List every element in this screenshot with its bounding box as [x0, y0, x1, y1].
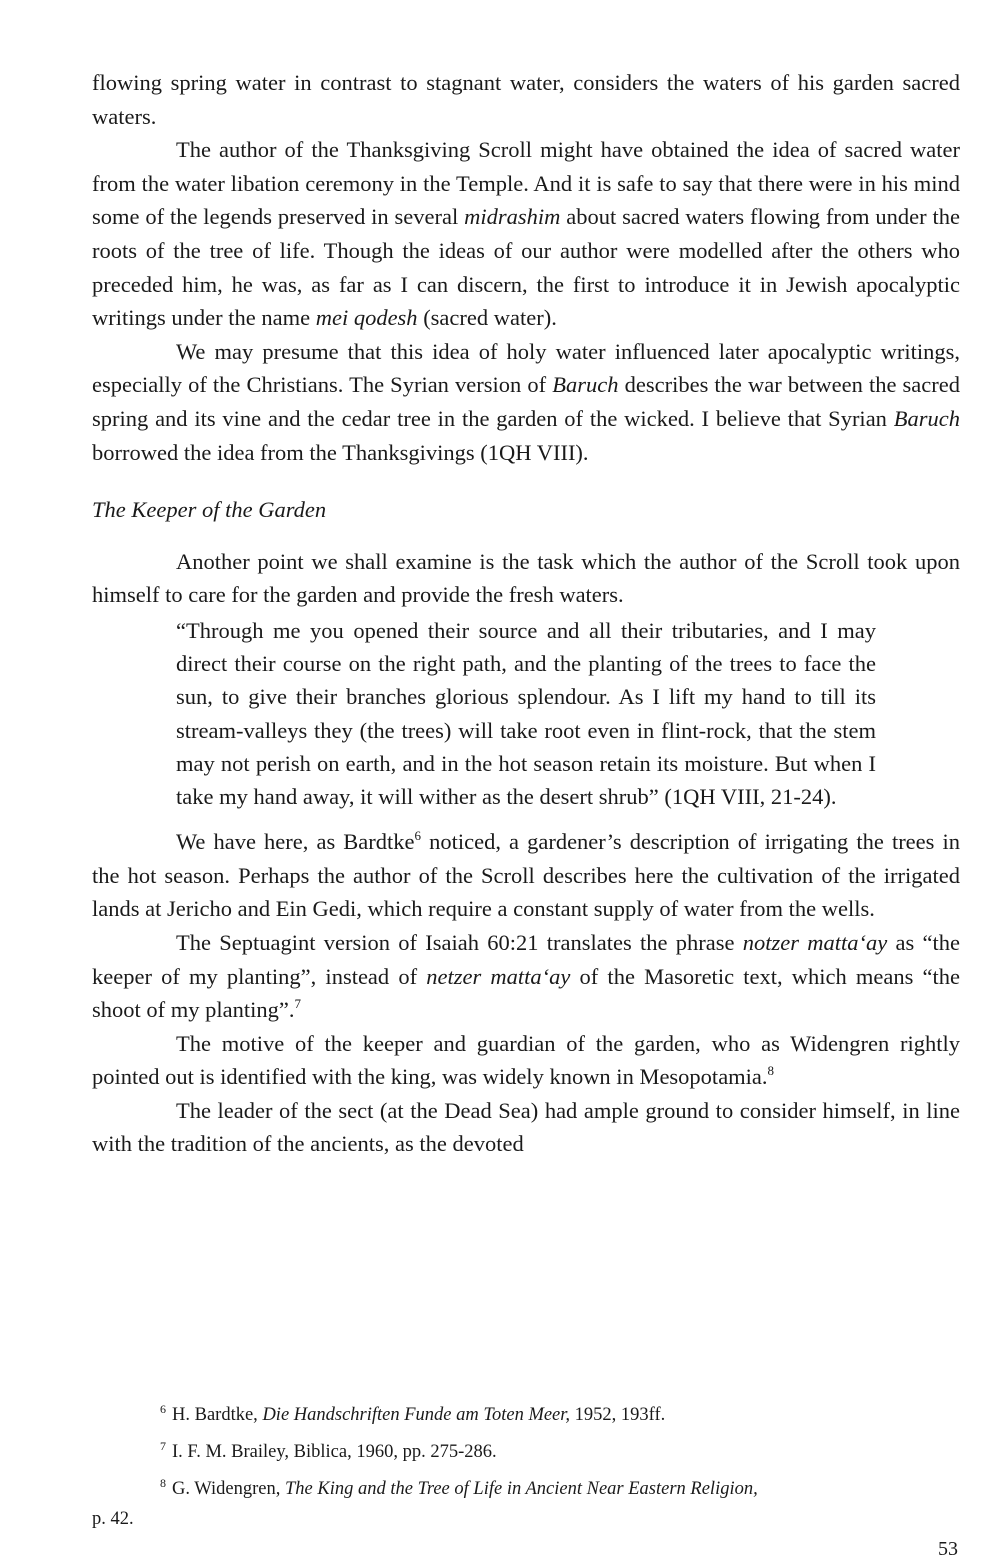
text-run: G. Widengren,	[172, 1479, 285, 1499]
italic-text: notzer matta‘ay	[742, 929, 888, 955]
page-body	[92, 66, 960, 1161]
text-run: flowing spring water in contrast to stagnant water, considers the waters of his garden sacred waters.	[92, 70, 960, 129]
text-run: Another point we shall examine is the task which the author of the Scroll took upon himself to care for the garden and provide the fresh waters.	[92, 548, 960, 608]
footnote-number: 7	[160, 1439, 166, 1453]
footnote-list	[92, 1394, 960, 1505]
footnote-number: 6	[160, 1402, 166, 1416]
text-run: The author of the Thanksgiving Scroll might have obtained the idea of sacred water from the water libation ceremony in the Temple. And it is safe to say that there were in his mind some of the legends preserved in several	[92, 137, 960, 230]
text-run: borrowed the idea from the Thanksgivings (1QH VIII).	[92, 439, 589, 465]
text-run: of the Masoretic text, which means “the shoot of my planting”.	[92, 963, 960, 1023]
footnote	[92, 1431, 960, 1468]
text-run: H. Bardtke,	[172, 1405, 263, 1425]
paragraph	[92, 335, 960, 469]
text-run: (sacred water).	[417, 305, 557, 331]
italic-text: mei qodesh	[315, 305, 418, 331]
paragraph	[92, 545, 960, 612]
paragraph	[92, 66, 960, 133]
body-text-section-1	[92, 66, 960, 469]
paragraph	[92, 825, 960, 926]
text-run: We have here, as Bardtke	[176, 829, 415, 855]
italic-text: The King and the Tree of Life in Ancient Near Eastern Religion,	[284, 1479, 758, 1499]
block-quote: “Through me you opened their source and all their tributaries, and I may direct their course on the right path, and the planting of the trees to face the sun, to give their branches glorious splendour. As I lift my hand to till its stream-valleys they (the trees) will take root even in flint-rock, that the stem may not perish on earth, and in the hot season retain its moisture. But when I take my hand away, it will wither as the desert shrub” (1QH VIII, 21-24).	[176, 617, 876, 809]
text-run: describes the war between the sacred spring and its vine and the cedar tree in the garden of the wicked. I believe that Syrian	[92, 372, 960, 431]
italic-text: Baruch	[552, 372, 619, 398]
body-text-section-2	[92, 545, 960, 612]
text-run: as “the keeper of my planting”, instead of	[92, 929, 960, 989]
footnote-ref: 8	[767, 1063, 775, 1079]
body-text-section-3	[92, 825, 960, 1161]
italic-text: netzer matta‘ay	[426, 963, 571, 989]
text-run: about sacred waters flowing from under the roots of the tree of life. Though the ideas of our author were modelled after the others who preceded him, he was, as far as I can discern, the first to introduce it in Jewish apocalyptic writings under the name	[92, 204, 960, 331]
page-number: 53	[938, 1538, 958, 1560]
footnote	[92, 1394, 960, 1431]
italic-text: Die Handschriften Funde am Toten Meer,	[262, 1405, 571, 1425]
text-run: The motive of the keeper and guardian of the garden, who as Widengren rightly pointed out is identified with the king, was widely known in Mesopotamia.	[92, 1030, 960, 1090]
footnote-ref: 6	[414, 828, 422, 844]
paragraph	[92, 133, 960, 335]
paragraph	[92, 926, 960, 1027]
text-run: The leader of the sect (at the Dead Sea) had ample ground to consider himself, in line with the tradition of the ancients, as the devoted	[92, 1097, 960, 1157]
paragraph	[92, 1094, 960, 1161]
footnote	[92, 1468, 960, 1505]
text-run: I. F. M. Brailey, Biblica, 1960, pp. 275-286.	[172, 1442, 497, 1462]
text-run: 1952, 193ff.	[570, 1405, 666, 1425]
text-run: We may presume that this idea of holy water influenced later apocalyptic writings, especially of the Christians. The Syrian version of	[92, 338, 960, 398]
footnote-ref: 7	[294, 996, 301, 1012]
footnote-number: 8	[160, 1476, 166, 1490]
footnote-continuation: p. 42.	[92, 1509, 134, 1529]
paragraph	[92, 1027, 960, 1094]
text-run: noticed, a gardener’s description of irrigating the trees in the hot season. Perhaps the author of the Scroll describes here the cultivation of the irrigated lands at Jericho and Ein Gedi, which require a constant supply of water from the wells.	[92, 829, 960, 922]
italic-text: midrashim	[464, 204, 561, 230]
italic-text: Baruch	[893, 405, 960, 431]
footnotes	[92, 1394, 960, 1533]
section-heading: The Keeper of the Garden	[92, 497, 327, 523]
text-run: The Septuagint version of Isaiah 60:21 translates the phrase	[176, 929, 743, 955]
